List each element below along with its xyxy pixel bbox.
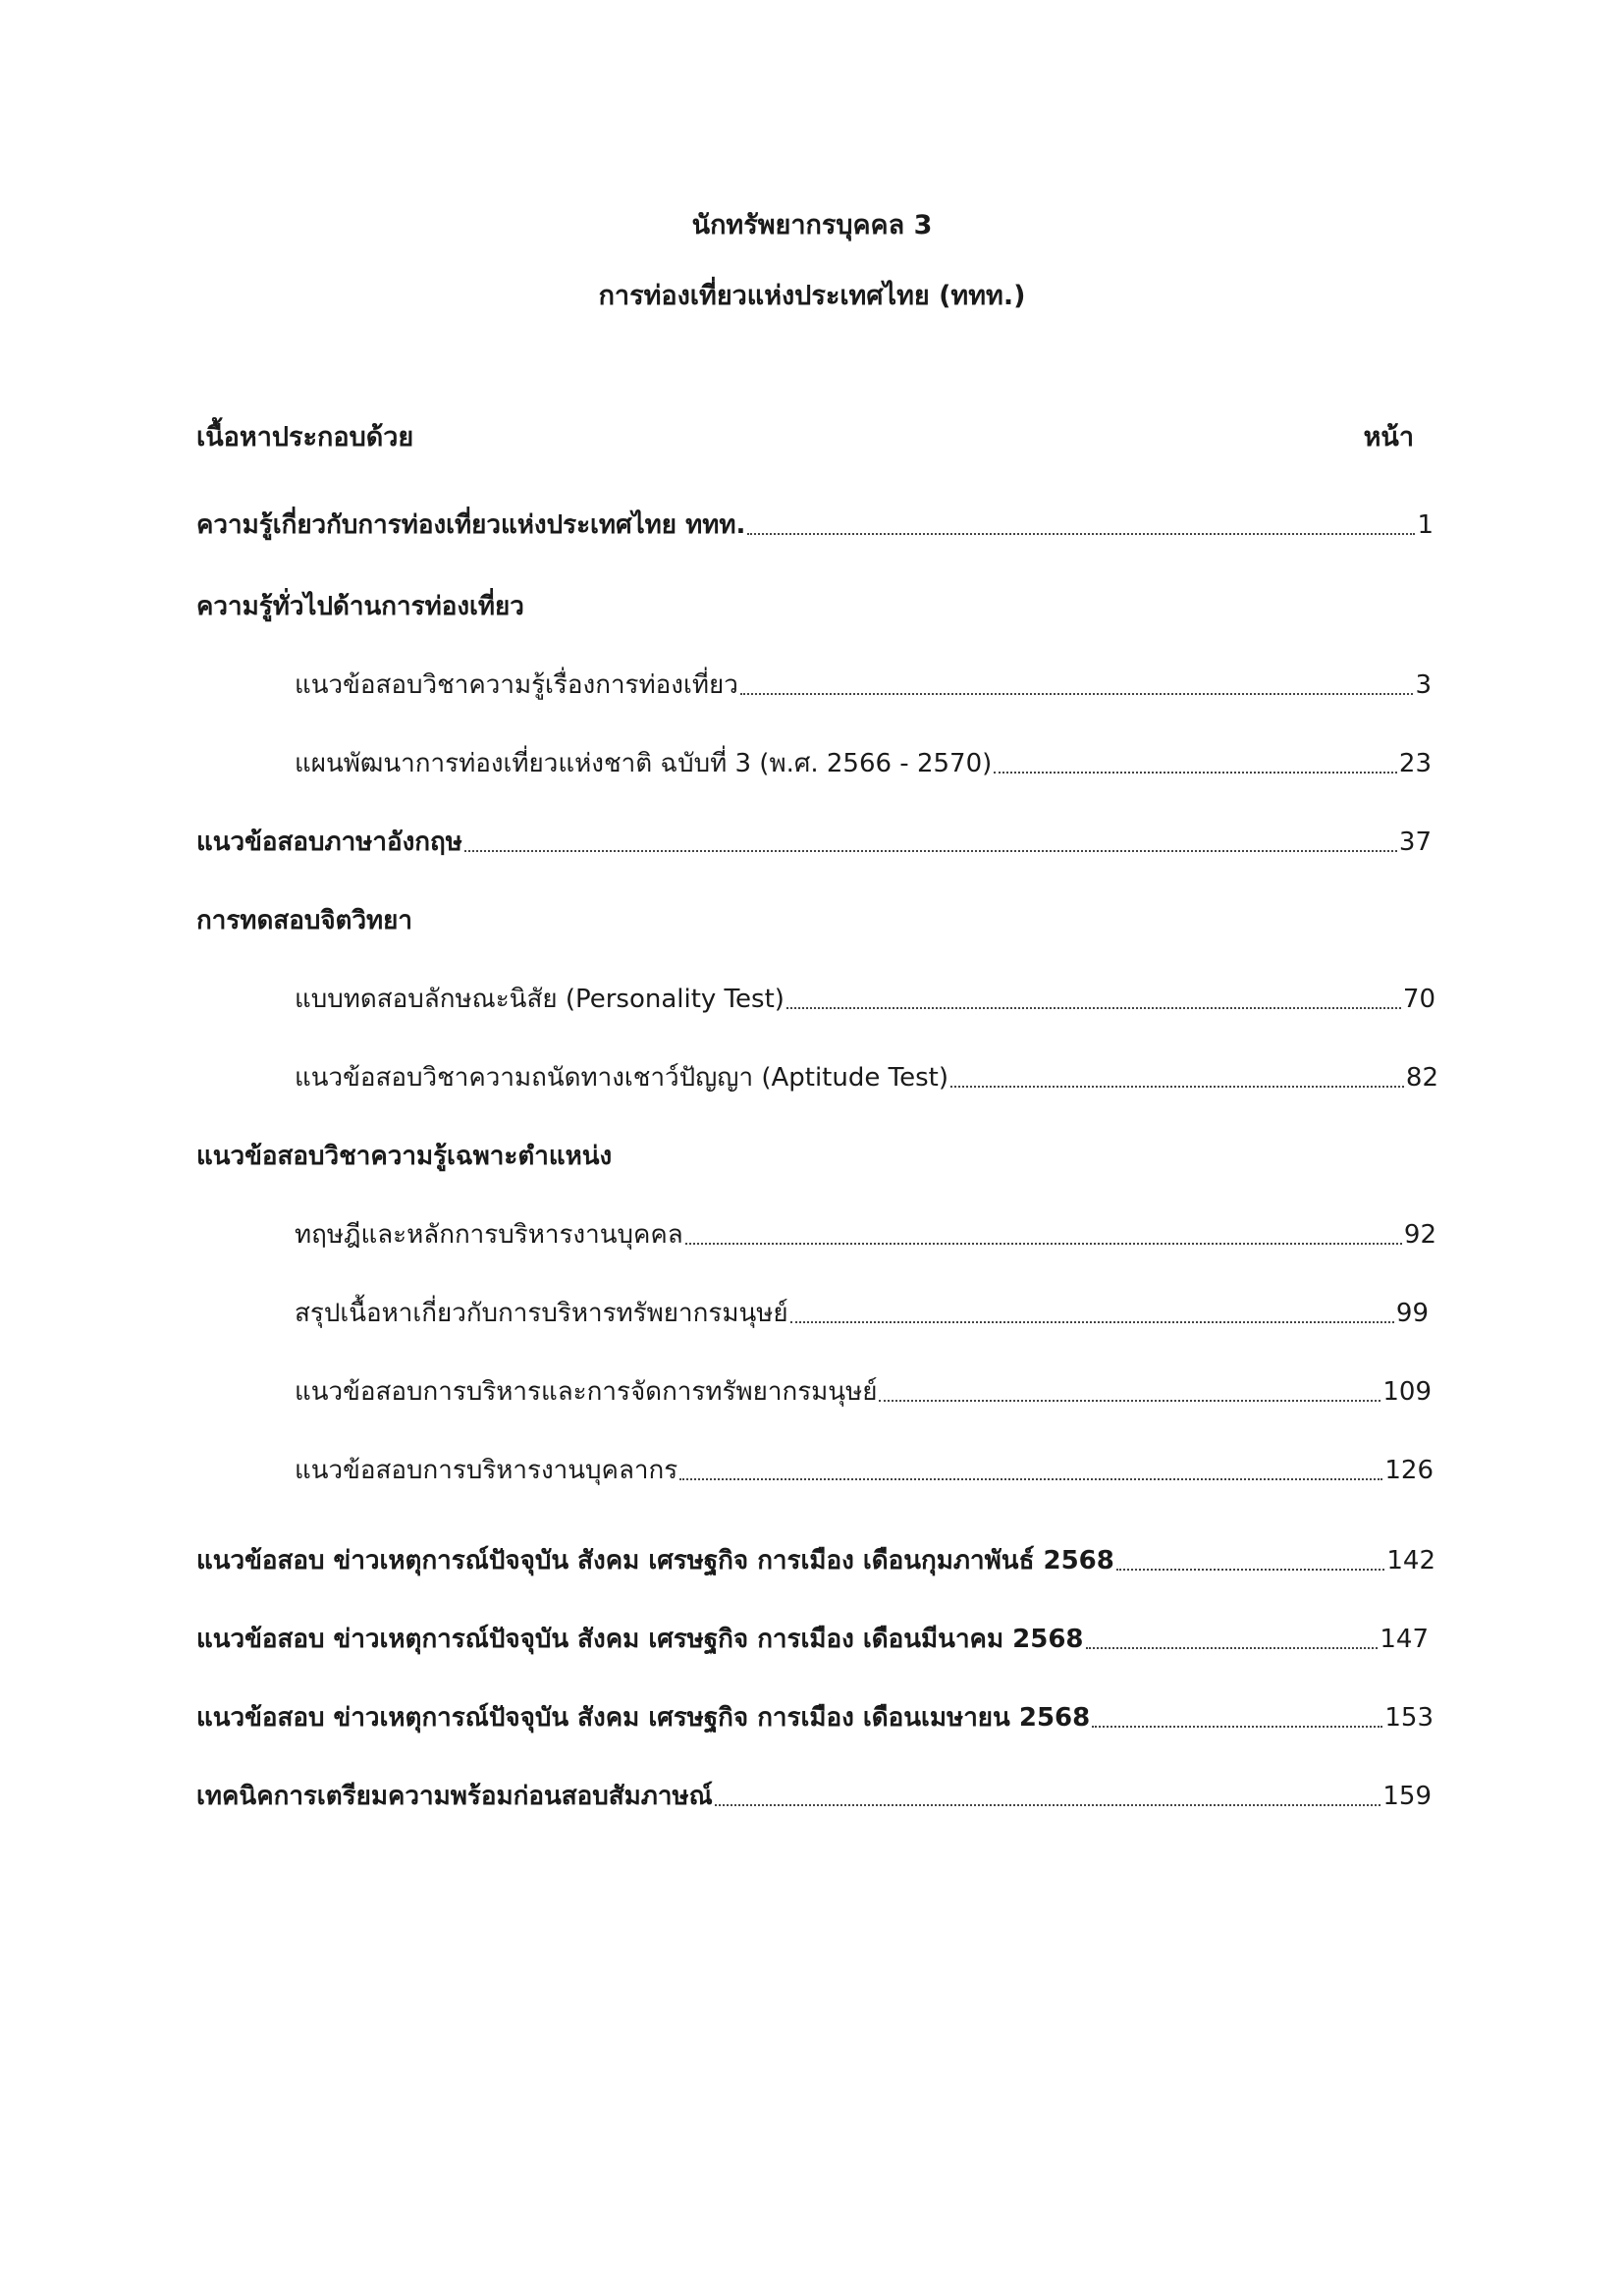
toc-entry-label: แนวข้อสอบ ข่าวเหตุการณ์ปัจจุบัน สังคม เศรษฐกิจ การเมือง เดือนกุมภาพันธ์ 2568 [196,1546,1114,1575]
toc-entry-label: แผนพัฒนาการท่องเที่ยวแห่งชาติ ฉบับที่ 3 (พ.ศ. 2566 - 2570) [295,749,993,778]
toc-entry [196,506,1434,545]
dot-leader [679,1478,1382,1480]
toc-entry [295,1294,1429,1333]
toc-entry-page: 3 [1415,670,1432,700]
toc-entry-label: แบบทดสอบลักษณะนิสัย (Personality Test) [295,985,785,1014]
toc-entry [295,1058,1438,1097]
toc-entry-label: แนวข้อสอบภาษาอังกฤษ [196,828,462,857]
dot-leader [740,693,1414,695]
toc-entry-label: ความรู้เกี่ยวกับการท่องเที่ยวแห่งประเทศไทย ททท. [196,510,746,540]
document-subtitle: การท่องเที่ยวแห่งประเทศไทย (ททท.) [598,281,1026,311]
toc-entry-label: แนวข้อสอบการบริหารและการจัดการทรัพยากรมนุษย์ [295,1377,878,1407]
toc-entry-label: สรุปเนื้อหาเกี่ยวกับการบริหารทรัพยากรมนุษย์ [295,1299,788,1328]
dot-leader [786,1007,1401,1009]
toc-entry [196,1620,1429,1659]
toc-entry-page: 70 [1402,985,1435,1014]
dot-leader [1116,1569,1385,1571]
toc-entry-label: แนวข้อสอบวิชาความรู้เรื่องการท่องเที่ยว [295,670,738,700]
dot-leader [715,1804,1381,1806]
toc-entry-label: แนวข้อสอบ ข่าวเหตุการณ์ปัจจุบัน สังคม เศรษฐกิจ การเมือง เดือนเมษายน 2568 [196,1703,1091,1733]
dot-leader [685,1243,1402,1245]
dot-leader [994,772,1397,774]
toc-header-page: หน้า [1363,422,1414,453]
toc-section-heading: การทดสอบจิตวิทยา [196,906,413,935]
document-title: นักทรัพยากรบุคคล 3 [691,210,933,240]
toc-entry-page: 159 [1382,1782,1432,1811]
dot-leader [464,850,1397,852]
toc-section-heading: แนวข้อสอบวิชาความรู้เฉพาะตำแหน่ง [196,1142,613,1171]
toc-entry-page: 109 [1382,1377,1432,1407]
toc-entry [295,1451,1434,1490]
toc-entry-page: 23 [1398,749,1432,778]
toc-entry [196,1698,1434,1737]
toc-entry-label: แนวข้อสอบวิชาความถนัดทางเชาว์ปัญญา (Aptitude Test) [295,1063,948,1093]
toc-entry-label: ทฤษฎีและหลักการบริหารงานบุคคล [295,1220,683,1250]
toc-entry-label: แนวข้อสอบการบริหารงานบุคลากร [295,1456,678,1485]
dot-leader [879,1400,1380,1402]
toc-entry [295,980,1435,1019]
toc-entry [196,823,1432,862]
toc-entry-page: 82 [1405,1063,1438,1093]
toc-header-contents: เนื้อหาประกอบด้วย [196,422,414,453]
dot-leader [1086,1647,1379,1649]
toc-entry [196,1541,1435,1580]
toc-entry-page: 126 [1384,1456,1434,1485]
dot-leader [1092,1726,1382,1728]
toc-section-heading: ความรู้ทั่วไปด้านการท่องเที่ยว [196,592,524,621]
toc-entry [196,1777,1432,1816]
toc-entry-label: แนวข้อสอบ ข่าวเหตุการณ์ปัจจุบัน สังคม เศรษฐกิจ การเมือง เดือนมีนาคม 2568 [196,1625,1084,1654]
toc-entry-page: 37 [1398,828,1432,857]
toc-entry [295,744,1432,783]
toc-entry-page: 92 [1403,1220,1436,1250]
toc-entry-page: 147 [1380,1625,1429,1654]
toc-entry-page: 1 [1417,510,1434,540]
dot-leader [790,1321,1394,1323]
toc-entry-label: เทคนิคการเตรียมความพร้อมก่อนสอบสัมภาษณ์ [196,1782,713,1811]
toc-entry-page: 142 [1386,1546,1435,1575]
toc-entry [295,1372,1432,1412]
toc-entry [295,1215,1436,1255]
toc-entry-page: 153 [1384,1703,1434,1733]
toc-entry-page: 99 [1395,1299,1429,1328]
dot-leader [950,1086,1404,1088]
dot-leader [747,533,1415,535]
toc-entry [295,666,1432,705]
